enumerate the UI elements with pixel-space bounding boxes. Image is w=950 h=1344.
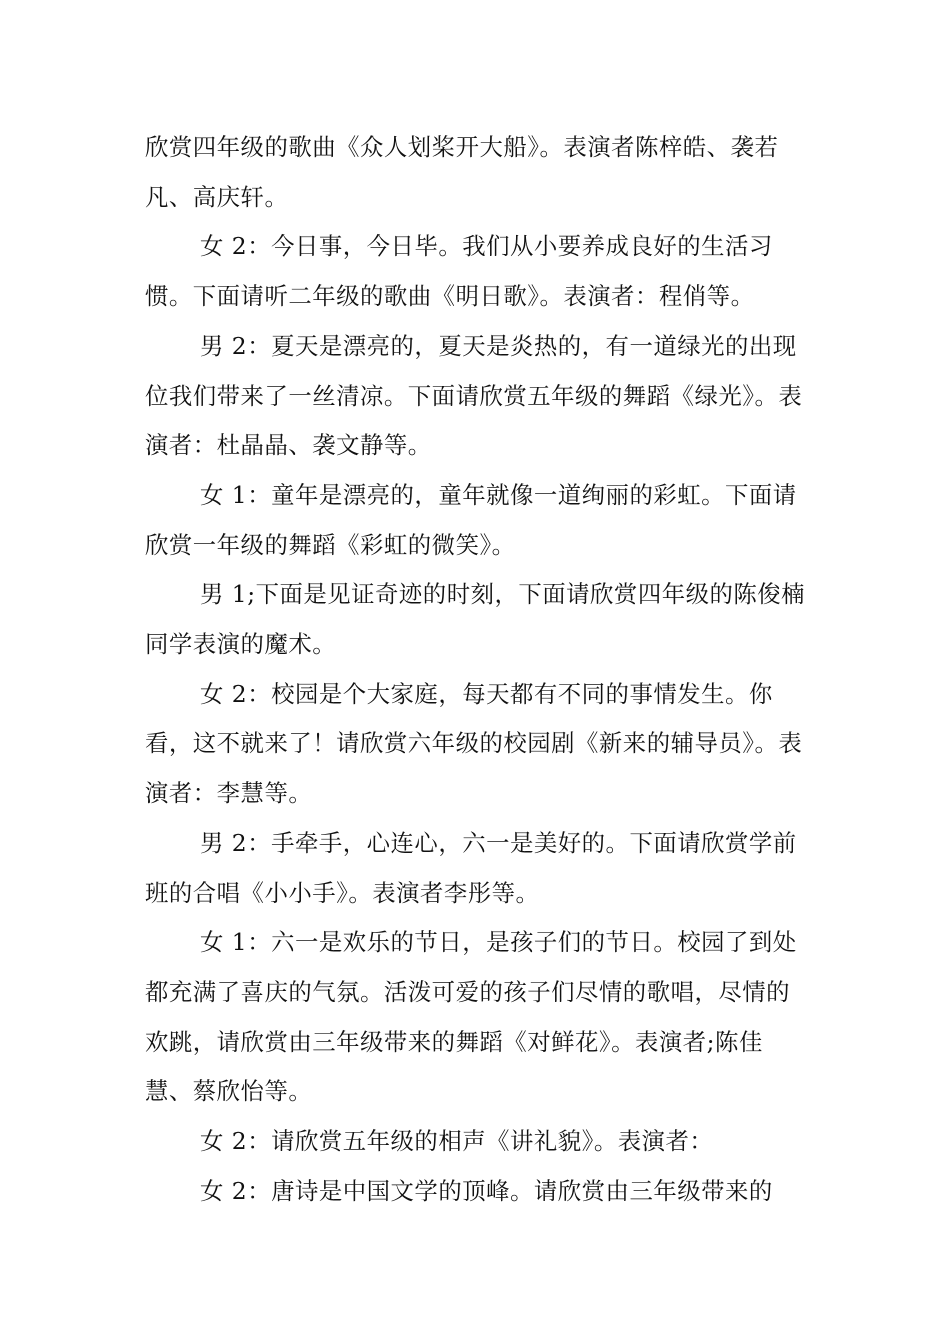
paragraph: 女 2：唐诗是中国文学的顶峰。请欣赏由三年级带来的: [199, 1176, 773, 1205]
paragraph: 男 2：手牵手，心连心，六一是美好的。下面请欣赏学前班的合唱《小小手》。表演者李彤等。: [145, 828, 797, 907]
paragraph: 男 2：夏天是漂亮的，夏天是炎热的，有一道绿光的出现位我们带来了一丝清凉。下面请欣赏五年级的舞蹈《绿光》。表演者：杜晶晶、袭文静等。: [145, 331, 803, 460]
paragraph: 女 2：请欣赏五年级的相声《讲礼貌》。表演者：: [199, 1127, 714, 1156]
paragraph: 女 1：童年是漂亮的，童年就像一道绚丽的彩虹。下面请欣赏一年级的舞蹈《彩虹的微笑》。: [145, 480, 797, 559]
paragraph: 女 1：六一是欢乐的节日，是孩子们的节日。校园了到处都充满了喜庆的气氛。活泼可爱的孩子们尽情的歌唱，尽情的欢跳，请欣赏由三年级带来的舞蹈《对鲜花》。表演者;陈佳慧、蔡欣怡等。: [145, 928, 797, 1106]
document-body: [145, 123, 810, 1216]
paragraph-continuation: 欣赏四年级的歌曲《众人划桨开大船》。表演者陈梓皓、袭若凡、高庆轩。: [145, 133, 779, 211]
paragraph: 女 2：校园是个大家庭，每天都有不同的事情发生。你看，这不就来了！请欣赏六年级的校园剧《新来的辅导员》。表演者：李慧等。: [145, 679, 803, 808]
paragraph: 女 2：今日事，今日毕。我们从小要养成良好的生活习惯。下面请听二年级的歌曲《明日歌》。表演者：程俏等。: [145, 232, 773, 311]
paragraph: 男 1;下面是见证奇迹的时刻，下面请欣赏四年级的陈俊楠同学表演的魔术。: [145, 580, 806, 659]
